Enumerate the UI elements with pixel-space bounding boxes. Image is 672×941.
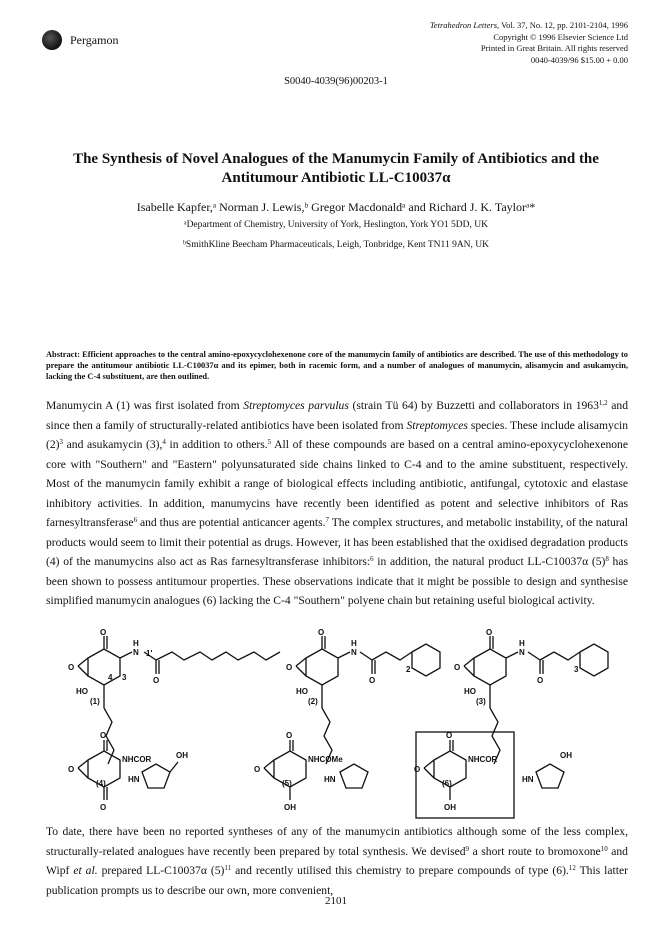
label-3: (3) [476,697,486,706]
journal-info [328,20,628,66]
copyright-line: Copyright © 1996 Elsevier Science Ltd [493,31,628,42]
atom-o-epoxide-1: O [68,663,75,672]
atom-oh-4: OH [176,751,188,760]
atom-o-amide-1: O [153,676,160,685]
atom-hn-5: HN [324,775,336,784]
atom-ho-2: HO [296,687,308,696]
locant-1prime-1: 1' [146,649,153,658]
atom-o-4a: O [100,731,107,740]
label-2: (2) [308,697,318,706]
title-line-2: Antitumour Antibiotic LL-C10037α [221,170,451,186]
atom-o-2: O [318,628,325,637]
affiliation-a: ᵃDepartment of Chemistry, University of York, Heslington, York YO1 5DD, UK [183,220,489,230]
abstract-text: Efficient approaches to the central amino-epoxycyclohexenone core of the manumycin family of antibiotics are described. The use of this methodology to prepare the antitumour antibiotic LL-C10037α and its epimer, both in racemic form, and a number of analogues of manumycin, alisamycin and asukamycin, lacking the C-4 substituent, are then outlined. [46,350,628,381]
atom-o-epoxide-2: O [286,663,293,672]
publisher-name: Pergamon [70,33,119,47]
subscript-3: 3 [574,665,579,674]
atom-ho-3: HO [464,687,476,696]
atom-o-amide-3: O [537,676,544,685]
title-line-1: The Synthesis of Novel Analogues of the Manumycin Family of Antibiotics and the [73,151,599,167]
atom-o-epoxide-3: O [454,663,461,672]
structure-5 [264,740,368,800]
second-paragraph: To date, there have been no reported syntheses of any of the manumycin antibiotics although some of the less complex, structurally-related analogues have recently been prepared by total synthesis. We devised$^9$ a short route to bromoxone$^{10}$ and Wipf et al. prepared LL-C10037α $(5)^{11}$ and recently utilised this chemistry to prepare compounds of type (6).$^{12}$ This latter publication prompts us to describe our own, more convenient, [46,825,628,897]
atom-oh-6b: OH [444,803,456,812]
atom-n-1: N [133,648,139,657]
atom-o-epoxide-6: O [414,765,421,774]
page-number: 2101 [325,895,347,907]
label-1: (1) [90,697,100,706]
doi: S0040-4039(96)00203-1 [284,76,388,87]
atom-h-3: H [519,639,525,648]
atom-oh-5: OH [284,803,296,812]
journal-citation [328,20,628,32]
locant-3-1: 3 [122,673,127,682]
atom-hn-6: HN [522,775,534,784]
subscript-2: 2 [406,665,411,674]
atom-hn-4: HN [128,775,140,784]
atom-o-amide-2: O [369,676,376,685]
label-5: (5) [282,779,292,788]
atom-oh-6a: OH [560,751,572,760]
journal-volume: , Vol. 37, No. 12, pp. 2101-2104, 1996 [497,20,628,30]
substituent-4: NHCOR [122,755,152,764]
printed-line: Printed in Great Britain. All rights reserved [480,43,628,53]
abstract-label: Abstract: [46,350,80,359]
locant-4-1: 4 [108,673,113,682]
abstract [46,349,628,382]
structure-6 [416,732,564,818]
structure-1 [78,636,280,764]
atom-o-6a: O [446,731,453,740]
pergamon-logo-icon [42,30,62,50]
author-list: Isabelle Kapfer,ᵃ Norman J. Lewis,ᵇ Gregor Macdonaldᵃ and Richard J. K. Taylorᵃ* [136,200,536,214]
atom-ho-1: HO [76,687,88,696]
paper-title [60,150,612,188]
substituent-5: NHCOMe [308,755,343,764]
atom-o-epoxide-4: O [68,765,75,774]
label-4: (4) [96,779,106,788]
substituent-6: NHCOR [468,755,498,764]
atom-n-2: N [351,648,357,657]
affiliation-b: ᵇSmithKline Beecham Pharmaceuticals, Leigh, Tonbridge, Kent TN11 9AN, UK [182,240,490,250]
structures-scheme [60,628,620,820]
atom-o-4b: O [100,803,107,812]
atom-n-3: N [519,648,525,657]
atom-o-5a: O [286,731,293,740]
atom-h-1: H [133,639,139,648]
atom-o-3: O [486,628,493,637]
intro-paragraph: Manumycin A (1) was first isolated from Streptomyces parvulus (strain Tü 64) by Buzzetti and collaborators in 1963$^{1,2}$ and since then a family of structurally-related antibiotics have been isolated from Streptomyces species. These include alisamycin $(2)^3$ and asukamycin (3),$^4$ in addition to others.$^5$ All of these compounds are based on a central amino-epoxycyclohexenone core with "Southern" and "Eastern" polyunsaturated side chains linked to C-4 and to the amine substituent, respectively. Most of the manumycin family exhibit a range of biological effects including antibiotic, antifungal, cytotoxic and elastase inhibitory activities. In addition, manumycins have recently been identified as potent and selective inhibitors of Ras farnesyltransferase$^6$ and thus are potential anticancer agents.$^7$ The complex structures, and metabolic instability, of the natural products would seem to limit their potential as drugs. However, it has been established that the oxidised degradation products (4) of the manumycins also act as Ras farnesyltransferase inhibitors:$^6$ in addition, the natural product LL-C10037α $(5)^8$ has been shown to possess antitumour properties. These observations indicate that it might be possible to design and synthesise simplified manumycin analogues (6) lacking the C-4 "Southern" polyene chain but retaining useful biological activity. [46,399,629,607]
issn-line: 0040-4039/96 $15.00 + 0.00 [530,54,628,65]
label-6: (6) [442,779,452,788]
atom-o-epoxide-5: O [254,765,261,774]
structure-4 [78,740,178,800]
atom-h-2: H [351,639,357,648]
journal-name: Tetrahedron Letters [429,20,498,30]
atom-o-1: O [100,628,107,637]
